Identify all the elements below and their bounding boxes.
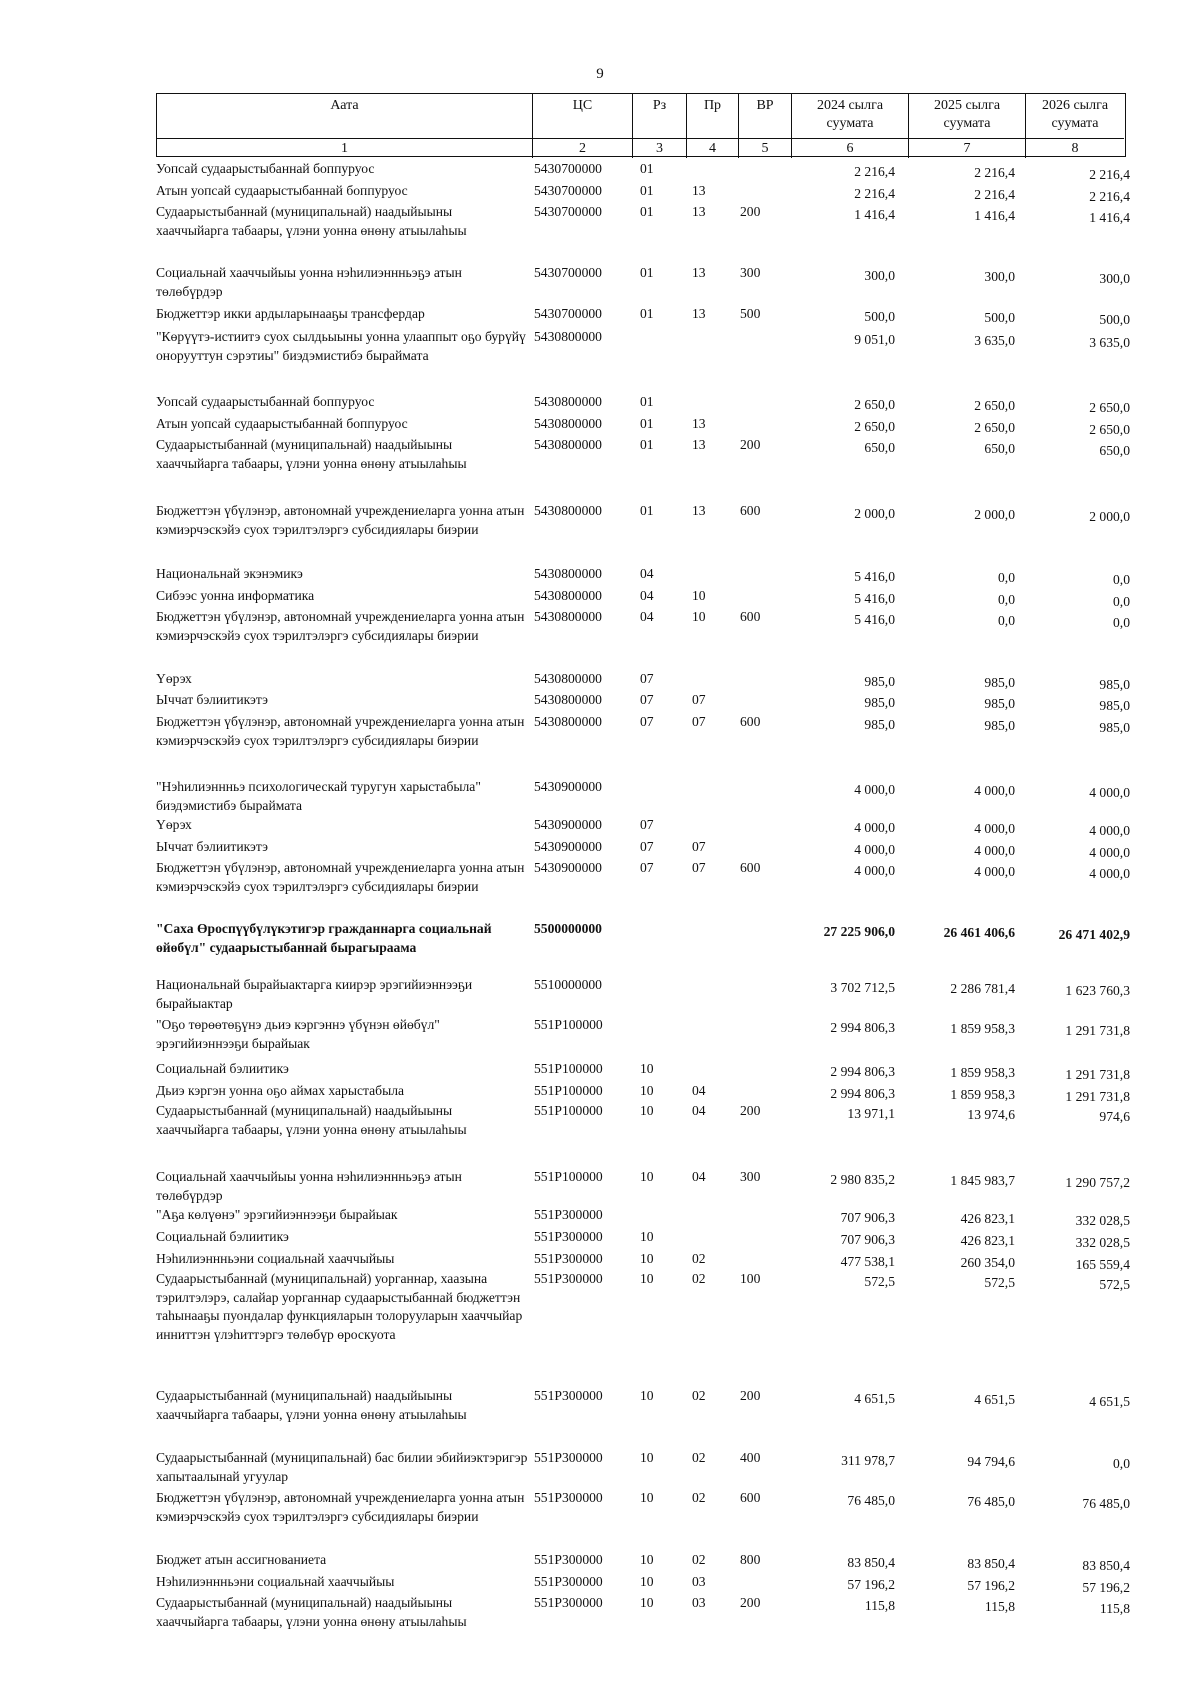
header-label: Аата bbox=[330, 98, 359, 113]
cell-y25: 57 196,2 bbox=[967, 1578, 1015, 1593]
cell-y24: 2 980 835,2 bbox=[830, 1172, 895, 1187]
cell-y24: 500,0 bbox=[864, 309, 895, 324]
cell-y26: 115,8 bbox=[1099, 1601, 1130, 1616]
cell-vr: 300 bbox=[740, 1169, 761, 1184]
cell-rz: 10 bbox=[640, 1552, 654, 1567]
cell-cs: 551P300000 bbox=[534, 1271, 603, 1286]
cell-y24: 5 416,0 bbox=[854, 612, 895, 627]
cell-y26: 83 850,4 bbox=[1082, 1558, 1130, 1573]
cell-rz: 01 bbox=[640, 265, 654, 280]
cell-rz: 10 bbox=[640, 1169, 654, 1184]
cell-cs: 5500000000 bbox=[534, 921, 602, 936]
header-number: 1 bbox=[157, 138, 532, 159]
cell-rz: 10 bbox=[640, 1490, 654, 1505]
cell-name: "Саха Өроспүүбүлүкэтигэр гражданнарга социальнай өйөбүл" судаарыстыбаннай бырагыраама bbox=[156, 921, 492, 955]
cell-y25: 4 000,0 bbox=[974, 783, 1015, 798]
cell-y26: 1 416,4 bbox=[1089, 210, 1130, 225]
cell-y26: 650,0 bbox=[1099, 443, 1130, 458]
header-label: Рз bbox=[652, 98, 667, 113]
cell-y25: 426 823,1 bbox=[960, 1211, 1015, 1226]
cell-name: Судаарыстыбаннай (муниципальнай) наадыйыыны хааччыйарга табаары, үлэни уонна өнөну атыылаhыы bbox=[156, 1595, 467, 1629]
cell-y24: 477 538,1 bbox=[840, 1254, 895, 1269]
cell-name: Сибээс уонна информатика bbox=[156, 588, 315, 603]
cell-y26: 572,5 bbox=[1099, 1277, 1130, 1292]
cell-y26: 0,0 bbox=[1113, 572, 1130, 587]
cell-y25: 985,0 bbox=[984, 675, 1015, 690]
cell-y25: 985,0 bbox=[984, 696, 1015, 711]
cell-cs: 5430800000 bbox=[534, 416, 602, 431]
cell-rz: 01 bbox=[640, 416, 654, 431]
cell-name: Судаарыстыбаннай (муниципальнай) наадыйыыны хааччыйарга табаары, үлэни уонна өнөну атыылаhыы bbox=[156, 204, 467, 238]
header-label: ВР bbox=[756, 98, 774, 113]
cell-rz: 01 bbox=[640, 503, 654, 518]
cell-cs: 5430800000 bbox=[534, 437, 602, 452]
cell-y24: 300,0 bbox=[864, 268, 895, 283]
cell-rz: 10 bbox=[640, 1450, 654, 1465]
cell-y24: 2 216,4 bbox=[854, 164, 895, 179]
cell-cs: 5430700000 bbox=[534, 204, 602, 219]
cell-y26: 0,0 bbox=[1113, 1456, 1130, 1471]
cell-name: Судаарыстыбаннай (муниципальнай) наадыйыыны хааччыйарга табаары, үлэни уонна өнөну атыылаhыы bbox=[156, 437, 467, 471]
cell-y26: 1 291 731,8 bbox=[1065, 1067, 1130, 1082]
header-number: 4 bbox=[687, 138, 738, 159]
cell-y26: 1 290 757,2 bbox=[1065, 1175, 1130, 1190]
cell-y25: 2 216,4 bbox=[974, 165, 1015, 180]
cell-y26: 985,0 bbox=[1099, 720, 1130, 735]
header-col-pr bbox=[686, 94, 738, 158]
cell-rz: 04 bbox=[640, 609, 654, 624]
cell-vr: 100 bbox=[740, 1271, 761, 1286]
cell-cs: 551P300000 bbox=[534, 1490, 603, 1505]
cell-rz: 01 bbox=[640, 183, 654, 198]
cell-y24: 9 051,0 bbox=[854, 332, 895, 347]
cell-name: Үөрэх bbox=[156, 671, 192, 686]
cell-y24: 2 000,0 bbox=[854, 506, 895, 521]
cell-y24: 83 850,4 bbox=[847, 1555, 895, 1570]
header-label: 2025 сылга суумата bbox=[933, 98, 1001, 131]
cell-name: "Оҕо төрөөтөҕүнэ дьиэ кэргэннэ үбүнэн өйөбүл" эрэгийиэннээҕи бырайыак bbox=[156, 1017, 440, 1051]
cell-vr: 600 bbox=[740, 609, 761, 624]
cell-vr: 600 bbox=[740, 503, 761, 518]
cell-y24: 311 978,7 bbox=[841, 1453, 895, 1468]
cell-pr: 13 bbox=[692, 265, 706, 280]
cell-y25: 94 794,6 bbox=[967, 1454, 1015, 1469]
cell-pr: 10 bbox=[692, 609, 706, 624]
cell-y24: 13 971,1 bbox=[847, 1106, 895, 1121]
cell-y25: 1 859 958,3 bbox=[950, 1087, 1015, 1102]
cell-pr: 02 bbox=[692, 1490, 706, 1505]
cell-rz: 07 bbox=[640, 839, 654, 854]
cell-pr: 07 bbox=[692, 692, 706, 707]
header-number: 7 bbox=[909, 138, 1025, 159]
cell-cs: 5430800000 bbox=[534, 692, 602, 707]
header-number: 8 bbox=[1026, 138, 1124, 159]
cell-y25: 4 000,0 bbox=[974, 821, 1015, 836]
cell-name: Бюджеттэн үбүлэнэр, автономнай учреждениеларга уонна атын кэмиэрчэскэйэ суох тэрилтэлэргэ субсидиялары биэрии bbox=[156, 503, 525, 537]
cell-y25: 1 859 958,3 bbox=[950, 1065, 1015, 1080]
cell-name: Судаарыстыбаннай (муниципальнай) наадыйыыны хааччыйарга табаары, үлэни уонна өнөну атыылаhыы bbox=[156, 1388, 467, 1422]
cell-cs: 5430800000 bbox=[534, 714, 602, 729]
cell-name: Ыччат бэлиитикэтэ bbox=[156, 692, 268, 707]
cell-y24: 4 000,0 bbox=[854, 863, 895, 878]
cell-rz: 10 bbox=[640, 1595, 654, 1610]
cell-y24: 985,0 bbox=[864, 695, 895, 710]
cell-y25: 0,0 bbox=[998, 592, 1015, 607]
cell-y24: 115,8 bbox=[864, 1598, 895, 1613]
cell-y24: 27 225 906,0 bbox=[823, 924, 895, 939]
cell-name: Атын уопсай судаарыстыбаннай боппуруос bbox=[156, 416, 408, 431]
cell-y25: 2 650,0 bbox=[974, 420, 1015, 435]
cell-y24: 985,0 bbox=[864, 674, 895, 689]
cell-rz: 10 bbox=[640, 1229, 654, 1244]
cell-y24: 5 416,0 bbox=[854, 591, 895, 606]
cell-cs: 5510000000 bbox=[534, 977, 602, 992]
header-label: 2026 сылга суумата bbox=[1041, 98, 1109, 131]
cell-cs: 5430900000 bbox=[534, 839, 602, 854]
header-col-rz bbox=[632, 94, 686, 158]
cell-y25: 1 845 983,7 bbox=[950, 1173, 1015, 1188]
cell-rz: 04 bbox=[640, 588, 654, 603]
cell-cs: 551P100000 bbox=[534, 1103, 603, 1118]
cell-pr: 02 bbox=[692, 1388, 706, 1403]
cell-name: Судаарыстыбаннай (муниципальнай) уорганнар, хаазына тэрилтэлэрэ, салайар уорганнар судаарыстыбаннай бюджеттэн таhынааҕы пуондалар функцияларын толорууларын хааччыйар инниттэн үлэhиттэргэ төлөбүр өроскуота bbox=[156, 1271, 523, 1342]
cell-y24: 2 650,0 bbox=[854, 397, 895, 412]
cell-pr: 07 bbox=[692, 714, 706, 729]
cell-rz: 10 bbox=[640, 1103, 654, 1118]
cell-cs: 551P300000 bbox=[534, 1251, 603, 1266]
cell-pr: 07 bbox=[692, 860, 706, 875]
cell-pr: 04 bbox=[692, 1103, 706, 1118]
cell-y25: 2 216,4 bbox=[974, 187, 1015, 202]
cell-name: Атын уопсай судаарыстыбаннай боппуруос bbox=[156, 183, 408, 198]
cell-y26: 974,6 bbox=[1099, 1109, 1130, 1124]
cell-y25: 1 859 958,3 bbox=[950, 1021, 1015, 1036]
cell-name: Уопсай судаарыстыбаннай боппуруос bbox=[156, 394, 375, 409]
cell-y26: 4 000,0 bbox=[1089, 785, 1130, 800]
header-label: ЦС bbox=[572, 98, 593, 113]
cell-cs: 551P300000 bbox=[534, 1595, 603, 1610]
cell-pr: 02 bbox=[692, 1552, 706, 1567]
cell-y24: 650,0 bbox=[864, 440, 895, 455]
cell-rz: 10 bbox=[640, 1083, 654, 1098]
cell-pr: 10 bbox=[692, 588, 706, 603]
cell-rz: 01 bbox=[640, 306, 654, 321]
cell-cs: 5430800000 bbox=[534, 609, 602, 624]
cell-cs: 551P300000 bbox=[534, 1552, 603, 1567]
cell-rz: 07 bbox=[640, 671, 654, 686]
cell-y24: 1 416,4 bbox=[854, 207, 895, 222]
cell-name: Социальнай бэлиитикэ bbox=[156, 1229, 289, 1244]
cell-vr: 300 bbox=[740, 265, 761, 280]
cell-cs: 551P300000 bbox=[534, 1574, 603, 1589]
cell-rz: 07 bbox=[640, 860, 654, 875]
cell-rz: 10 bbox=[640, 1574, 654, 1589]
cell-name: "Көрүүтэ-истиитэ суох сылдьыыны уонна улааппыт оҕо бурүйү онорууттун сэрэтиы" биэдэмистибэ быраймата bbox=[156, 329, 526, 363]
cell-y25: 4 000,0 bbox=[974, 843, 1015, 858]
cell-y24: 2 994 806,3 bbox=[830, 1064, 895, 1079]
cell-name: "Нэhилиэннньэ психологическай туругун харыстабыла" биэдэмистибэ быраймата bbox=[156, 779, 481, 813]
cell-y26: 300,0 bbox=[1099, 271, 1130, 286]
cell-vr: 600 bbox=[740, 1490, 761, 1505]
cell-name: Бюджеттэр икки ардыларынааҕы трансфердар bbox=[156, 306, 425, 321]
cell-pr: 02 bbox=[692, 1251, 706, 1266]
cell-y26: 332 028,5 bbox=[1075, 1213, 1130, 1228]
cell-cs: 5430800000 bbox=[534, 394, 602, 409]
cell-name: Национальнай бырайыактарга киирэр эрэгийиэннээҕи бырайыактар bbox=[156, 977, 473, 1011]
cell-y26: 3 635,0 bbox=[1089, 335, 1130, 350]
cell-y25: 4 651,5 bbox=[974, 1392, 1015, 1407]
cell-cs: 5430800000 bbox=[534, 566, 602, 581]
cell-name: "Аҕа көлүөнэ" эрэгийиэннээҕи бырайыак bbox=[156, 1207, 398, 1222]
cell-cs: 5430700000 bbox=[534, 265, 602, 280]
cell-vr: 600 bbox=[740, 714, 761, 729]
cell-y25: 2 650,0 bbox=[974, 398, 1015, 413]
cell-name: Бюджет атын ассигнованиета bbox=[156, 1552, 327, 1567]
cell-y25: 26 461 406,6 bbox=[943, 925, 1015, 940]
cell-y26: 1 623 760,3 bbox=[1065, 983, 1130, 998]
cell-y26: 985,0 bbox=[1099, 677, 1130, 692]
cell-y24: 4 000,0 bbox=[854, 842, 895, 857]
cell-cs: 551P100000 bbox=[534, 1169, 603, 1184]
cell-y24: 5 416,0 bbox=[854, 569, 895, 584]
cell-pr: 03 bbox=[692, 1574, 706, 1589]
cell-name: Судаарыстыбаннай (муниципальнай) бас билии эбийиэктэригэр хапытаалынай угуулар bbox=[156, 1450, 528, 1484]
cell-y24: 2 216,4 bbox=[854, 186, 895, 201]
cell-y26: 0,0 bbox=[1113, 615, 1130, 630]
cell-cs: 5430800000 bbox=[534, 588, 602, 603]
cell-y26: 165 559,4 bbox=[1075, 1257, 1130, 1272]
cell-y25: 300,0 bbox=[984, 269, 1015, 284]
cell-y26: 57 196,2 bbox=[1082, 1580, 1130, 1595]
table-header bbox=[156, 93, 1126, 157]
cell-cs: 5430900000 bbox=[534, 779, 602, 794]
cell-vr: 800 bbox=[740, 1552, 761, 1567]
cell-y25: 572,5 bbox=[984, 1275, 1015, 1290]
cell-cs: 5430900000 bbox=[534, 817, 602, 832]
cell-y26: 26 471 402,9 bbox=[1058, 927, 1130, 942]
cell-name: Нэhилиэннньэни социальнай хааччыйыы bbox=[156, 1574, 395, 1589]
header-col-cs bbox=[532, 94, 632, 158]
cell-y24: 707 906,3 bbox=[840, 1210, 895, 1225]
cell-rz: 10 bbox=[640, 1271, 654, 1286]
cell-y26: 1 291 731,8 bbox=[1065, 1023, 1130, 1038]
cell-pr: 13 bbox=[692, 437, 706, 452]
cell-y26: 2 216,4 bbox=[1089, 167, 1130, 182]
header-col-2025 bbox=[908, 94, 1025, 158]
cell-y25: 260 354,0 bbox=[960, 1255, 1015, 1270]
cell-y24: 3 702 712,5 bbox=[830, 980, 895, 995]
cell-y24: 2 650,0 bbox=[854, 419, 895, 434]
cell-vr: 200 bbox=[740, 1595, 761, 1610]
header-number: 6 bbox=[792, 138, 908, 159]
cell-name: Национальнай экэнэмикэ bbox=[156, 566, 303, 581]
cell-vr: 200 bbox=[740, 204, 761, 219]
cell-y26: 0,0 bbox=[1113, 594, 1130, 609]
header-label: 2024 сылга суумата bbox=[816, 98, 884, 131]
cell-name: Уопсай судаарыстыбаннай боппуруос bbox=[156, 161, 375, 176]
page-number: 9 bbox=[596, 66, 604, 82]
cell-pr: 13 bbox=[692, 183, 706, 198]
cell-y25: 13 974,6 bbox=[967, 1107, 1015, 1122]
cell-cs: 551P100000 bbox=[534, 1083, 603, 1098]
cell-y24: 985,0 bbox=[864, 717, 895, 732]
cell-y26: 2 216,4 bbox=[1089, 189, 1130, 204]
cell-y25: 500,0 bbox=[984, 310, 1015, 325]
cell-pr: 04 bbox=[692, 1083, 706, 1098]
cell-y24: 707 906,3 bbox=[840, 1232, 895, 1247]
cell-y25: 3 635,0 bbox=[974, 333, 1015, 348]
cell-rz: 07 bbox=[640, 692, 654, 707]
cell-cs: 551P300000 bbox=[534, 1207, 603, 1222]
header-label: Пр bbox=[703, 98, 722, 113]
cell-cs: 5430700000 bbox=[534, 306, 602, 321]
cell-y26: 1 291 731,8 bbox=[1065, 1089, 1130, 1104]
cell-name: Социальнай хааччыйыы уонна нэhилиэннньэҕэ атын төлөбүрдэр bbox=[156, 1169, 462, 1203]
cell-y25: 76 485,0 bbox=[967, 1494, 1015, 1509]
cell-rz: 07 bbox=[640, 817, 654, 832]
cell-name: Бюджеттэн үбүлэнэр, автономнай учреждениеларга уонна атын кэмиэрчэскэйэ суох тэрилтэлэргэ субсидиялары биэрии bbox=[156, 609, 525, 643]
cell-y24: 57 196,2 bbox=[847, 1577, 895, 1592]
cell-rz: 04 bbox=[640, 566, 654, 581]
cell-rz: 07 bbox=[640, 714, 654, 729]
cell-pr: 13 bbox=[692, 204, 706, 219]
cell-pr: 13 bbox=[692, 416, 706, 431]
cell-y25: 2 286 781,4 bbox=[950, 981, 1015, 996]
cell-rz: 10 bbox=[640, 1061, 654, 1076]
cell-y25: 1 416,4 bbox=[974, 208, 1015, 223]
cell-rz: 01 bbox=[640, 437, 654, 452]
cell-pr: 13 bbox=[692, 306, 706, 321]
cell-y26: 4 000,0 bbox=[1089, 866, 1130, 881]
cell-name: Бюджеттэн үбүлэнэр, автономнай учреждениеларга уонна атын кэмиэрчэскэйэ суох тэрилтэлэргэ субсидиялары биэрии bbox=[156, 860, 525, 894]
header-col-name bbox=[157, 94, 532, 158]
cell-cs: 551P300000 bbox=[534, 1450, 603, 1465]
cell-y24: 76 485,0 bbox=[847, 1493, 895, 1508]
cell-vr: 200 bbox=[740, 437, 761, 452]
cell-cs: 551P300000 bbox=[534, 1229, 603, 1244]
cell-y25: 83 850,4 bbox=[967, 1556, 1015, 1571]
cell-y26: 985,0 bbox=[1099, 698, 1130, 713]
cell-cs: 5430800000 bbox=[534, 503, 602, 518]
cell-cs: 5430700000 bbox=[534, 183, 602, 198]
cell-name: Нэhилиэннньэни социальнай хааччыйыы bbox=[156, 1251, 395, 1266]
cell-vr: 200 bbox=[740, 1103, 761, 1118]
cell-y25: 0,0 bbox=[998, 613, 1015, 628]
cell-y26: 500,0 bbox=[1099, 312, 1130, 327]
cell-y24: 4 000,0 bbox=[854, 782, 895, 797]
cell-y24: 4 000,0 bbox=[854, 820, 895, 835]
cell-rz: 01 bbox=[640, 394, 654, 409]
cell-y26: 76 485,0 bbox=[1082, 1496, 1130, 1511]
cell-cs: 551P300000 bbox=[534, 1388, 603, 1403]
cell-vr: 500 bbox=[740, 306, 761, 321]
cell-name: Бюджеттэн үбүлэнэр, автономнай учреждениеларга уонна атын кэмиэрчэскэйэ суох тэрилтэлэргэ субсидиялары биэрии bbox=[156, 714, 525, 748]
cell-y25: 985,0 bbox=[984, 718, 1015, 733]
cell-cs: 5430800000 bbox=[534, 329, 602, 344]
cell-cs: 551P100000 bbox=[534, 1017, 603, 1032]
cell-y25: 115,8 bbox=[984, 1599, 1015, 1614]
cell-name: Социальнай бэлиитикэ bbox=[156, 1061, 289, 1076]
cell-vr: 200 bbox=[740, 1388, 761, 1403]
cell-vr: 600 bbox=[740, 860, 761, 875]
cell-vr: 400 bbox=[740, 1450, 761, 1465]
header-number: 2 bbox=[533, 138, 632, 159]
cell-name: Ыччат бэлиитикэтэ bbox=[156, 839, 268, 854]
cell-name: Дьиэ кэргэн уонна оҕо аймах харыстабыла bbox=[156, 1083, 405, 1098]
cell-y25: 650,0 bbox=[984, 441, 1015, 456]
cell-pr: 02 bbox=[692, 1271, 706, 1286]
header-number: 3 bbox=[633, 138, 686, 159]
cell-name: Судаарыстыбаннай (муниципальнай) наадыйыыны хааччыйарга табаары, үлэни уонна өнөну атыылаhыы bbox=[156, 1103, 467, 1137]
cell-y26: 2 650,0 bbox=[1089, 400, 1130, 415]
cell-y26: 332 028,5 bbox=[1075, 1235, 1130, 1250]
cell-cs: 551P100000 bbox=[534, 1061, 603, 1076]
cell-y26: 2 000,0 bbox=[1089, 509, 1130, 524]
cell-name: Социальнай хааччыйыы уонна нэhилиэннньэҕэ атын төлөбүрдэр bbox=[156, 265, 462, 299]
cell-cs: 5430700000 bbox=[534, 161, 602, 176]
cell-cs: 5430900000 bbox=[534, 860, 602, 875]
cell-y24: 2 994 806,3 bbox=[830, 1020, 895, 1035]
cell-rz: 01 bbox=[640, 204, 654, 219]
cell-y26: 4 000,0 bbox=[1089, 823, 1130, 838]
cell-y25: 426 823,1 bbox=[960, 1233, 1015, 1248]
cell-y24: 2 994 806,3 bbox=[830, 1086, 895, 1101]
cell-pr: 02 bbox=[692, 1450, 706, 1465]
cell-pr: 07 bbox=[692, 839, 706, 854]
cell-rz: 10 bbox=[640, 1251, 654, 1266]
header-col-2024 bbox=[791, 94, 908, 158]
cell-y25: 2 000,0 bbox=[974, 507, 1015, 522]
cell-y25: 0,0 bbox=[998, 570, 1015, 585]
cell-y26: 2 650,0 bbox=[1089, 422, 1130, 437]
cell-y24: 572,5 bbox=[864, 1274, 895, 1289]
cell-name: Үөрэх bbox=[156, 817, 192, 832]
header-col-2026 bbox=[1025, 94, 1124, 158]
cell-rz: 01 bbox=[640, 161, 654, 176]
cell-y24: 4 651,5 bbox=[854, 1391, 895, 1406]
cell-name: Бюджеттэн үбүлэнэр, автономнай учреждениеларга уонна атын кэмиэрчэскэйэ суох тэрилтэлэргэ субсидиялары биэрии bbox=[156, 1490, 525, 1524]
cell-y26: 4 000,0 bbox=[1089, 845, 1130, 860]
cell-y26: 4 651,5 bbox=[1089, 1394, 1130, 1409]
cell-cs: 5430800000 bbox=[534, 671, 602, 686]
cell-y25: 4 000,0 bbox=[974, 864, 1015, 879]
cell-pr: 13 bbox=[692, 503, 706, 518]
cell-pr: 03 bbox=[692, 1595, 706, 1610]
cell-pr: 04 bbox=[692, 1169, 706, 1184]
header-number: 5 bbox=[739, 138, 791, 159]
cell-rz: 10 bbox=[640, 1388, 654, 1403]
header-col-vr bbox=[738, 94, 791, 158]
